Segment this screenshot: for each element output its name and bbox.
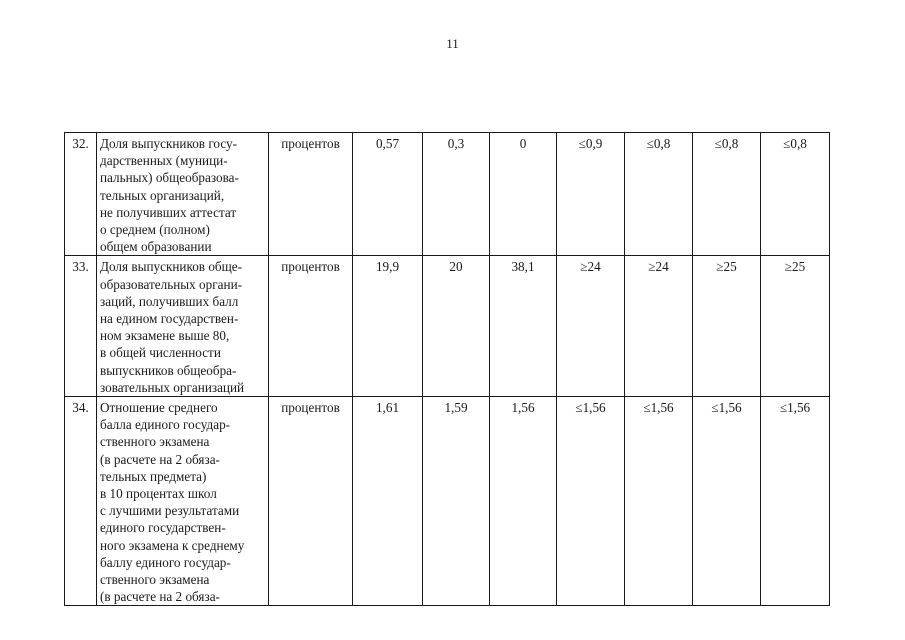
description-line: не получивших аттестат	[100, 204, 237, 220]
description-line: заций, получивших балл	[100, 293, 239, 309]
description-line: (в расчете на 2 обяза-	[100, 451, 220, 467]
description-line: выпускников общеобра-	[100, 362, 237, 378]
row-number: 33.	[65, 256, 97, 397]
value-cell: ≥25	[761, 256, 830, 397]
description-line: единого государствен-	[100, 520, 226, 536]
indicators-table	[64, 132, 830, 606]
page-number: 11	[446, 36, 459, 51]
description-line: Доля выпускников госу-	[100, 136, 237, 151]
unit-cell: процентов	[269, 256, 353, 397]
value-cell: ≥24	[625, 256, 693, 397]
value-cell: ≥24	[557, 256, 625, 397]
value-cell: ≥25	[693, 256, 761, 397]
description-line: ного экзамена к среднему	[100, 537, 245, 553]
value-cell: ≤0,8	[625, 133, 693, 256]
indicator-description	[97, 133, 269, 256]
description-line: ственного экзамена	[100, 572, 210, 588]
value-cell: ≤1,56	[693, 397, 761, 606]
description-line: Доля выпускников обще-	[100, 259, 243, 275]
description-line: о среднем (полном)	[100, 222, 210, 238]
table-row	[65, 133, 830, 256]
value-cell: ≤1,56	[625, 397, 693, 606]
value-cell: 20	[423, 256, 490, 397]
value-cell: 1,56	[490, 397, 557, 606]
value-cell: 1,61	[353, 397, 423, 606]
description-line: (в расчете на 2 обяза-	[100, 589, 220, 605]
description-line: в 10 процентах школ	[100, 486, 217, 502]
row-number: 34.	[65, 397, 97, 606]
description-line: зовательных организаций	[100, 379, 245, 395]
value-cell: ≤0,8	[761, 133, 830, 256]
description-line: с лучшими результатами	[100, 503, 240, 519]
table-row	[65, 256, 830, 397]
value-cell: ≤1,56	[557, 397, 625, 606]
indicator-description	[97, 256, 269, 397]
value-cell: 1,59	[423, 397, 490, 606]
description-line: баллу единого государ-	[100, 554, 231, 570]
description-line: балла единого государ-	[100, 417, 231, 433]
description-line: ственного экзамена	[100, 434, 210, 450]
value-cell: ≤0,8	[693, 133, 761, 256]
description-line: тельных организаций,	[100, 187, 225, 203]
value-cell: 38,1	[490, 256, 557, 397]
value-cell: 19,9	[353, 256, 423, 397]
row-number: 32.	[65, 133, 97, 256]
description-line: в общей численности	[100, 345, 221, 361]
description-line: пальных) общеобразова-	[100, 170, 239, 186]
description-line: тельных предмета)	[100, 468, 207, 484]
value-cell: 0	[490, 133, 557, 256]
value-cell: 0,3	[423, 133, 490, 256]
description-line: дарственных (муници-	[100, 153, 228, 169]
description-line: на едином государствен-	[100, 311, 239, 327]
table-row	[65, 397, 830, 606]
description-line: Отношение среднего	[100, 400, 218, 416]
value-cell: ≤0,9	[557, 133, 625, 256]
value-cell: 0,57	[353, 133, 423, 256]
description-line: общем образовании	[100, 239, 212, 255]
unit-cell: процентов	[269, 397, 353, 606]
unit-cell: процентов	[269, 133, 353, 256]
indicator-description	[97, 397, 269, 606]
description-line: образовательных органи-	[100, 276, 243, 292]
value-cell: ≤1,56	[761, 397, 830, 606]
description-line: ном экзамене выше 80,	[100, 328, 230, 344]
